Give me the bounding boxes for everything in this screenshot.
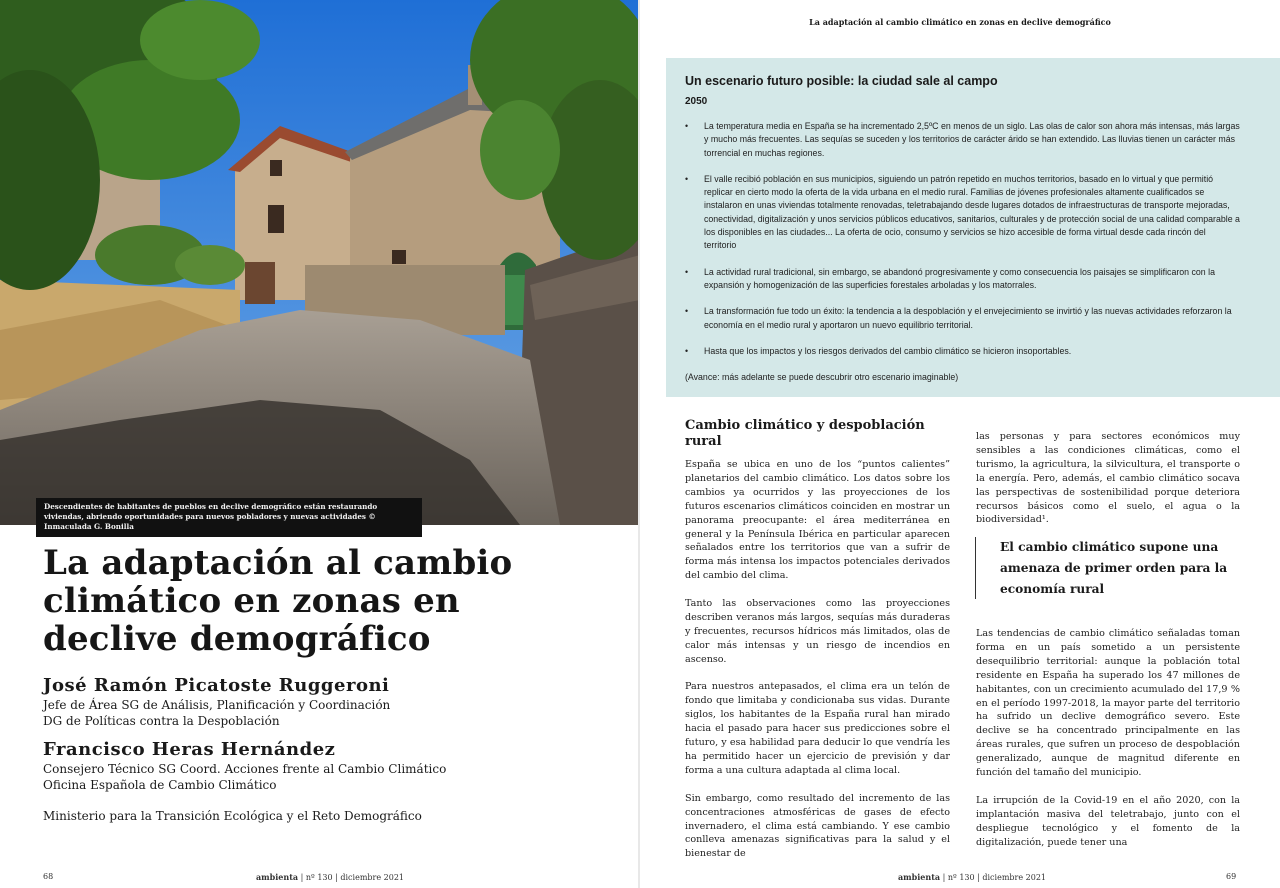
page-number: 69	[1226, 872, 1237, 881]
magazine-name: ambienta	[898, 872, 941, 882]
title-line: climático en zonas en	[43, 581, 460, 621]
bullet-icon: •	[685, 121, 689, 131]
list-item-text: Hasta que los impactos y los riesgos derivados del cambio climático se hicieron insoportables.	[704, 345, 1072, 356]
folio-magazine	[256, 872, 404, 882]
village-photo	[0, 0, 640, 525]
box-year: 2050	[685, 96, 708, 107]
paragraph: La irrupción de la Covid-19 en el año 2020, con la implantación masiva del teletrabajo, junto con el despliegue tecnológico y el fomento de la digitalización, puede tener una	[976, 794, 1240, 848]
list-item-text: El valle recibió población en sus municipios, siguiendo un patrón repetido en muchos territorios, basado en lo virtual y que permitió replicar en cierto modo la oferta de la vida urbana en el medio rural. Familias de jóvenes profesionales altamente cualificados se instalaron en unas viviendas totalmente renovadas, teletrabajando desde lugares dotados de infraestructuras de transporte mejoradas, conectividad, digitalización y unos servicios públicos educativos, sanitarios, culturales y de protección social de una calidad comparable a los disponibles en las ciudades... La oferta de ocio, consumo y servicios se hizo accesible de forma virtual desde cada rincón del territorio	[704, 173, 1240, 251]
paragraph: España se ubica en uno de los “puntos calientes” planetarios del cambio climático. Los datos sobre los cambios ya ocurridos y las proyecciones de los futuros escenarios climáticos coinciden en mostrar un panorama preocupante: el área mediterránea en general y la Península Ibérica en particular aparecen señalados entre los territorios que van a sufrir de forma más intensa los impactos potenciales derivados del cambio del clima.	[685, 459, 950, 582]
column-right-top	[976, 430, 1240, 541]
title-line: La adaptación al cambio	[43, 543, 513, 583]
issue-info: | nº 130 | diciembre 2021	[300, 873, 404, 882]
author-position: Jefe de Área SG de Análisis, Planificación y Coordinación	[43, 698, 391, 712]
box-note: (Avance: más adelante se puede descubrir otro escenario imaginable)	[685, 372, 959, 382]
bullet-icon: •	[685, 306, 689, 317]
list-item	[685, 173, 1240, 253]
title-line: declive demográfico	[43, 619, 431, 659]
author-department: Oficina Española de Cambio Climático	[43, 778, 277, 792]
list-item-text: La temperatura media en España se ha incrementado 2,5ºC en menos de un siglo. Las olas de calor son ahora más intensas, más largas y mucho más frecuentes. Las sequías se suceden y los territorios de carácter árido se han extendido. Las lluvias tienen un carácter más torrencial en muchas regiones.	[704, 121, 1240, 158]
pull-quote: El cambio climático supone una amenaza de primer orden para la economía rural	[975, 537, 1240, 599]
article-title	[43, 544, 603, 658]
bullet-icon: •	[685, 266, 689, 277]
list-item	[685, 266, 1240, 293]
box-title: Un escenario futuro posible: la ciudad sale al campo	[685, 74, 998, 88]
author-position: Consejero Técnico SG Coord. Acciones frente al Cambio Climático	[43, 762, 447, 776]
column-right-bottom	[976, 627, 1240, 863]
magazine-name: ambienta	[256, 872, 299, 882]
author-block	[43, 675, 603, 729]
list-item	[685, 345, 1240, 358]
photo-caption: Descendientes de habitantes de pueblos en declive demográfico están restaurando viviendas, abriendo oportunidades para nuevos pobladores y nuevas actividades © Inmaculada G. Bonilla	[36, 498, 422, 537]
author-block	[43, 739, 603, 793]
scenario-list	[685, 120, 1240, 371]
bullet-icon: •	[685, 345, 689, 356]
list-item-text: La actividad rural tradicional, sin embargo, se abandonó progresivamente y como consecuencia los paisajes se simplificaron con la expansión y homogenización de las superficies forestales arboladas y los matorrales.	[704, 266, 1215, 290]
author-department: DG de Políticas contra la Despoblación	[43, 714, 280, 728]
list-item-text: La transformación fue todo un éxito: la tendencia a la despoblación y el envejecimiento se invirtió y las nuevas actividades reforzaron la economía en el medio rural y aportaron un nuevo equilibrio territorial.	[704, 306, 1232, 330]
bullet-icon: •	[685, 173, 689, 184]
right-page	[640, 0, 1280, 888]
list-item	[685, 305, 1240, 332]
running-head: La adaptación al cambio climático en zonas en declive demográfico	[809, 17, 1111, 27]
column-left	[685, 458, 950, 875]
section-heading: Cambio climático y despoblación rural	[685, 418, 925, 449]
author-name: José Ramón Picatoste Ruggeroni	[43, 675, 390, 696]
paragraph: Sin embargo, como resultado del incremento de las concentraciones atmosféricas de gases de efecto invernadero, el clima está cambiando. Y ese cambio conlleva amenazas significativas para la salud y el bienestar de	[685, 792, 950, 860]
folio-magazine	[898, 872, 1046, 882]
paragraph: Para nuestros antepasados, el clima era un telón de fondo que limitaba y condicionaba sus vidas. Durante siglos, los habitantes de la España rural han mirado hacia el pasado para hacer sus predicciones sobre el futuro, y esa habilidad para deducir lo que vendría les ha permitido hacer un ejercicio de previsión y dar forma a una cultura adaptada al clima local.	[685, 681, 950, 776]
list-item	[685, 120, 1240, 160]
paragraph: Tanto las observaciones como las proyecciones describen veranos más largos, sequías más duraderas y frecuentes, recursos hídricos más limitados, olas de calor más intensas y un riesgo de incendios en ascenso.	[685, 598, 950, 665]
issue-info: | nº 130 | diciembre 2021	[942, 873, 1046, 882]
page-number: 68	[43, 872, 54, 881]
paragraph: Las tendencias de cambio climático señaladas toman forma en un país sometido a un persistente desequilibrio territorial: aunque la población total residente en España ha superado los 47 millones de habitantes, con un crecimiento acumulado del 17,9 % en el período 1997-2018, la mayor parte del territorio ha sufrido un declive demográfico severo. Este declive se ha concentrado principalmente en las áreas rurales, que sufren un proceso de despoblación generalizado, aunque de magnitud diferente en función del tamaño del municipio.	[976, 628, 1240, 779]
author-name: Francisco Heras Hernández	[43, 739, 336, 760]
paragraph: las personas y para sectores económicos muy sensibles a las condiciones climáticas, como el turismo, la agricultura, la silvicultura, el transporte o la energía. Pero, además, el cambio climático socava las perspectivas de sostenibilidad porque deteriora recursos básicos como el suelo, el agua o la biodiversidad¹.	[976, 431, 1240, 526]
ministry-affiliation: Ministerio para la Transición Ecológica y el Reto Demográfico	[43, 809, 422, 823]
